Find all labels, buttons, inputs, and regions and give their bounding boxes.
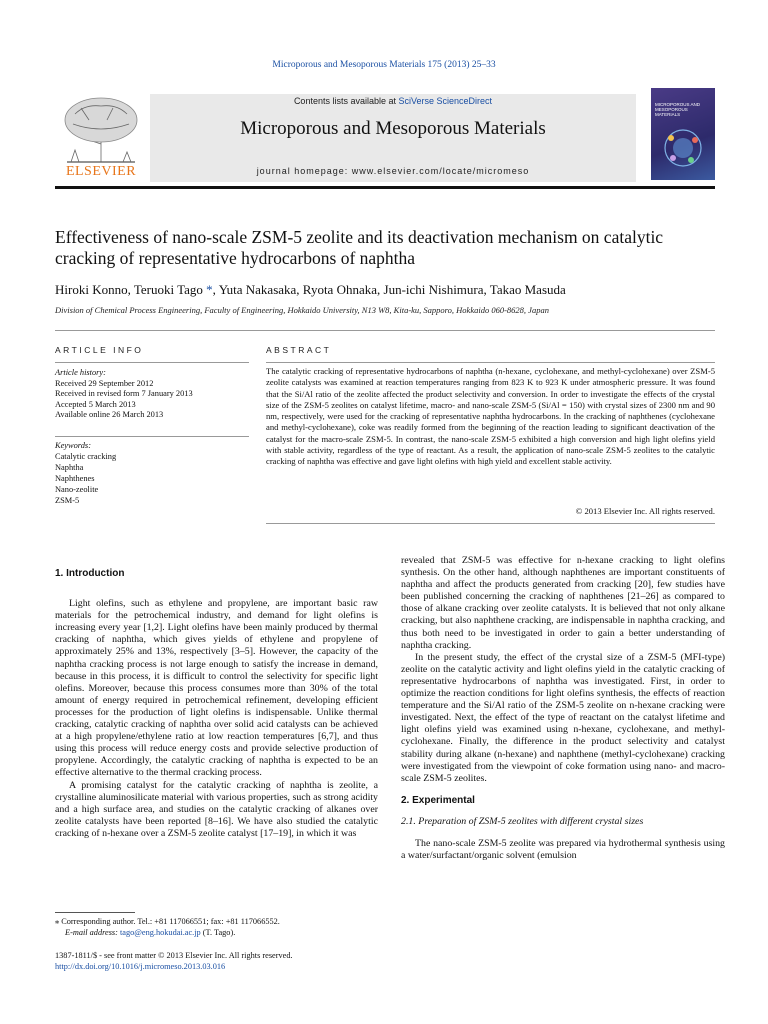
issn-line: 1387-1811/$ - see front matter © 2013 Elsevier Inc. All rights reserved. [55, 951, 293, 960]
paragraph: A promising catalyst for the catalytic cracking of naphtha is zeolite, a crystalline aluminosilicate material with various properties, such as strong acidity and a high surface area, and studies on the catalytic cracking of alkanes over zeolite catalysts have been reported [8–16]. We have also studied the catalytic cracking of n-hexane over a ZSM-5 zeolite catalyst [17–19], in which it was [55, 779, 378, 839]
history-item: Received 29 September 2012 [55, 378, 154, 388]
email-label: E-mail address: [65, 928, 120, 937]
keyword-item: Naphtha [55, 463, 84, 472]
affiliation: Division of Chemical Process Engineering, Faculty of Engineering, Hokkaido University, N13 W8, Kita-ku, Sapporo, Hokkaido 060-8628, Japan [55, 305, 549, 315]
keyword-item: Naphthenes [55, 474, 95, 483]
authors-rest: , Yuta Nakasaka, Ryota Ohnaka, Jun-ichi Nishimura, Takao Masuda [212, 282, 566, 297]
keywords-label: Keywords: [55, 441, 91, 450]
masthead-rule [55, 186, 715, 189]
journal-title: Microporous and Mesoporous Materials [240, 118, 546, 139]
elsevier-tree-icon [55, 94, 147, 164]
publication-info [55, 950, 385, 972]
email-line [55, 927, 385, 938]
footnote [55, 916, 385, 938]
cover-title: MICROPOROUS AND MESOPOROUS MATERIALS [655, 102, 701, 117]
journal-citation-link[interactable]: Microporous and Mesoporous Materials 175 (2013) 25–33 [272, 60, 496, 70]
subsection-heading: 2.1. Preparation of ZSM-5 zeolites with different crystal sizes [401, 815, 644, 827]
journal-banner [150, 94, 636, 182]
paragraph: Light olefins, such as ethylene and propylene, are important basic raw materials for the petrochemical industry, and demand for light olefins is increasing every year [1,2]. Light olefins have been mainly produced by thermal cracking of naphtha, which gives yields of ethylene and propylene of approximately 25% and 13%, respectively [3–5]. However, the capacity of the naphtha cracking process is not large enough to satisfy the increase in demand, because in this process, it is difficult to control the selectivity for specific light olefins. Moreover, because this process consumes more than 30% of the total amount of energy required in petrochemical refinement, developing efficient processes for the production of light olefins is indispensable. Unlike thermal cracking, catalytic cracking of naphtha over solid acid catalysts can be achieved at a high propylene/ethylene ratio at low reaction temperatures [6,7], and thus using this process will reduce energy costs and provide selective production of propylene. Accordingly, the catalytic cracking of naphtha is expected to be an effective alternative to the thermal cracking process. [55, 598, 378, 779]
abstract-text: The catalytic cracking of representative hydrocarbons of naphtha (n-hexane, cyclohexane, and methyl-cyclohexane) over ZSM-5 zeolite catalysts was examined at reaction temperatures ranging from 823 K to 923 K under atmospheric pressure. It was found that the Si/Al ratio of the zeolite affected the product selectivity and conversion. In order to investigate the effects of the crystal size of the ZSM-5 zeolites on catalyst lifetime, macro- and nano-scale ZSM-5 (Si/Al = 150) with crystal sizes of 2300 nm and 90 nm, respectively, were used for the cracking of representative naphtha hydrocarbons. In the cracking of naphthenes (cyclohexane and methyl-cyclohexane), coke was readily formed from the beginning of the reaction leading to significant deactivation of the catalyst for the macro-scale ZSM-5. In contrast, the nano-scale ZSM-5 exhibited a high conversion and high light olefins yield with stable activity, regardless of the type of reactant. As a result, the application of nano-scale ZSM-5 zeolites to the catalytic cracking of naphtha was effective and gave light olefins with high yield and excellent stable activity. [266, 366, 715, 466]
author-list [55, 282, 715, 298]
paragraph: The nano-scale ZSM-5 zeolite was prepared via hydrothermal synthesis using a water/surfactant/organic solvent (emulsion [401, 837, 725, 862]
email-link[interactable]: tago@eng.hokudai.ac.jp [120, 928, 201, 937]
keyword-item: Catalytic cracking [55, 452, 117, 461]
elsevier-logo[interactable] [55, 94, 147, 182]
keyword-item: Nano-zeolite [55, 485, 99, 494]
abstract-copyright: © 2013 Elsevier Inc. All rights reserved. [575, 506, 715, 516]
abstract-heading: ABSTRACT [266, 345, 332, 355]
elsevier-wordmark: ELSEVIER [65, 164, 137, 179]
history-item: Received in revised form 7 January 2013 [55, 389, 193, 398]
doi-link[interactable]: http://dx.doi.org/10.1016/j.micromeso.2013.03.016 [55, 962, 226, 971]
paragraph: In the present study, the effect of the crystal size of a ZSM-5 (MFI-type) zeolite on the catalytic activity and light olefins yield in the catalytic cracking of representative hydrocarbons of naphtha was investigated. First, in order to optimize the reaction conditions for light olefins synthesis, the effects of reaction temperature and the Si/Al ratio of the ZSM-5 zeolite on n-hexane cracking were investigated. Next, the effect of the type of reactant on the catalyst lifetime and light olefins yield was examined using n-hexane, cyclohexane, and methyl-cyclohexane. Finally, the difference in the product selectivity and catalyst stability during alkane (n-hexane) and naphthene (methyl-cyclohexane) cracking were investigated from the viewpoint of coke formation using nano- and macro-scale ZSM-5 zeolites. [401, 651, 725, 784]
contents-line [150, 96, 636, 106]
divider [266, 523, 715, 524]
divider [55, 362, 249, 363]
divider [55, 436, 249, 437]
corresponding-author-note: ⁎ Corresponding author. Tel.: +81 117066551; fax: +81 117066552. [55, 917, 280, 926]
divider [266, 362, 715, 363]
keywords [55, 440, 249, 506]
cover-molecule-icon [651, 118, 715, 178]
article-info-heading: ARTICLE INFO [55, 345, 144, 355]
body-column-left [55, 568, 378, 840]
authors-first: Hiroki Konno, Teruoki Tago [55, 282, 203, 297]
keyword-item: ZSM-5 [55, 496, 80, 505]
sciencedirect-link[interactable]: SciVerse ScienceDirect [398, 96, 493, 106]
corresponding-author-marker[interactable]: * [202, 282, 213, 297]
article-title: Effectiveness of nano-scale ZSM-5 zeolite and its deactivation mechanism on catalytic cracking of representative hydrocarbons of naphtha [55, 227, 664, 268]
article-history [55, 368, 249, 421]
history-item: Accepted 5 March 2013 [55, 399, 136, 409]
history-item: Available online 26 March 2013 [55, 410, 164, 419]
history-label: Article history: [55, 368, 106, 377]
divider [55, 330, 715, 331]
contents-prefix: Contents lists available at [293, 96, 399, 106]
journal-homepage-link[interactable]: journal homepage: www.elsevier.com/locate/micromeso [256, 166, 530, 176]
journal-masthead [55, 94, 715, 184]
footnote-rule [55, 912, 135, 913]
body-column-right [401, 555, 725, 862]
journal-cover-thumbnail[interactable] [651, 88, 715, 180]
section-heading-experimental: 2. Experimental [401, 794, 475, 806]
section-heading-introduction: 1. Introduction [55, 568, 125, 579]
paragraph: revealed that ZSM-5 was effective for n-hexane cracking to light olefins synthesis. On the other hand, although naphthenes are important constituents of naphtha and affect the products generated from cracking [20], few studies have been published concerning the cracking of naphthenes [21–26] as compared to those of alkane cracking over zeolite catalysts. It is believed that not only alkane cracking, but also naphthene cracking, are indispensable in naphtha cracking, and thus both need to be investigated in order to gain a better understanding of naphtha cracking. [401, 555, 725, 651]
email-suffix: (T. Tago). [200, 928, 236, 937]
